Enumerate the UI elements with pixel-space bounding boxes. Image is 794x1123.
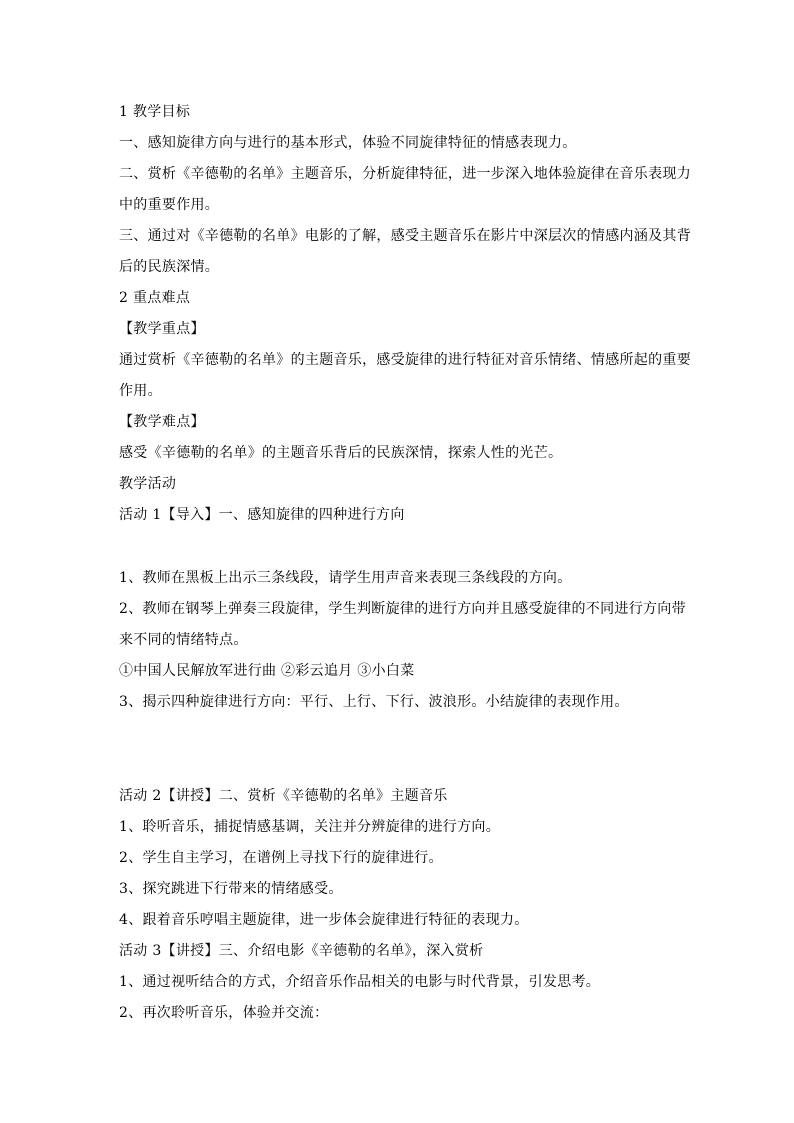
activity-2-heading: 活动 2【讲授】二、赏析《辛德勒的名单》主题音乐	[119, 788, 448, 804]
subheading-teaching-focus: 【教学重点】	[119, 321, 205, 337]
activity-1-step-1: 1、教师在黑板上出示三条线段，请学生用声音来表现三条线段的方向。	[119, 570, 572, 586]
activity-3-step-2: 2、再次聆听音乐，体验并交流：	[119, 1005, 329, 1021]
activity-1-step-2-cont: 来不同的情绪特点。	[119, 632, 248, 648]
activity-1-step-3: 3、揭示四种旋律进行方向：平行、上行、下行、波浪形。小结旋律的表现作用。	[119, 694, 629, 710]
activity-1-step-2: 2、教师在钢琴上弹奏三段旋律，学生判断旋律的进行方向并且感受旋律的不同进行方向带	[119, 601, 686, 617]
objective-2: 二、赏析《辛德勒的名单》主题音乐，分析旋律特征，进一步深入地体验旋律在音乐表现力	[119, 166, 691, 182]
activity-2-step-1: 1、聆听音乐，捕捉情感基调，关注并分辨旋律的进行方向。	[119, 819, 501, 835]
activity-2-step-4: 4、跟着音乐哼唱主题旋律，进一步体会旋律进行特征的表现力。	[119, 912, 529, 928]
teaching-difficulty-text: 感受《辛德勒的名单》的主题音乐背后的民族深情，探索人性的光芒。	[119, 445, 563, 461]
activity-3-heading: 活动 3【讲授】三、介绍电影《辛德勒的名单》，深入赏析	[119, 943, 484, 959]
activity-2-step-2: 2、学生自主学习，在谱例上寻找下行的旋律进行。	[119, 850, 443, 866]
subheading-teaching-difficulty: 【教学难点】	[119, 414, 205, 430]
teaching-focus-text: 通过赏析《辛德勒的名单》的主题音乐，感受旋律的进行特征对音乐情绪、情感所起的重要	[119, 352, 691, 368]
objective-1: 一、感知旋律方向与进行的基本形式，体验不同旋律特征的情感表现力。	[119, 135, 577, 151]
activity-1-song-list: ①中国人民解放军进行曲 ②彩云追月 ③小白菜	[119, 663, 415, 679]
section-heading-objectives: 1 教学目标	[119, 104, 191, 120]
activity-1-heading: 活动 1【导入】一、感知旋律的四种进行方向	[119, 507, 405, 523]
section-heading-activities: 教学活动	[119, 476, 177, 492]
objective-2-cont: 中的重要作用。	[119, 197, 220, 213]
activity-2-step-3: 3、探究跳进下行带来的情绪感受。	[119, 881, 343, 897]
teaching-focus-text-cont: 作用。	[119, 383, 162, 399]
objective-3-cont: 后的民族深情。	[119, 259, 220, 275]
objective-3: 三、通过对《辛德勒的名单》电影的了解，感受主题音乐在影片中深层次的情感内涵及其背	[119, 228, 691, 244]
section-heading-key-points: 2 重点难点	[119, 290, 191, 306]
activity-3-step-1: 1、通过视听结合的方式，介绍音乐作品相关的电影与时代背景，引发思考。	[119, 974, 601, 990]
